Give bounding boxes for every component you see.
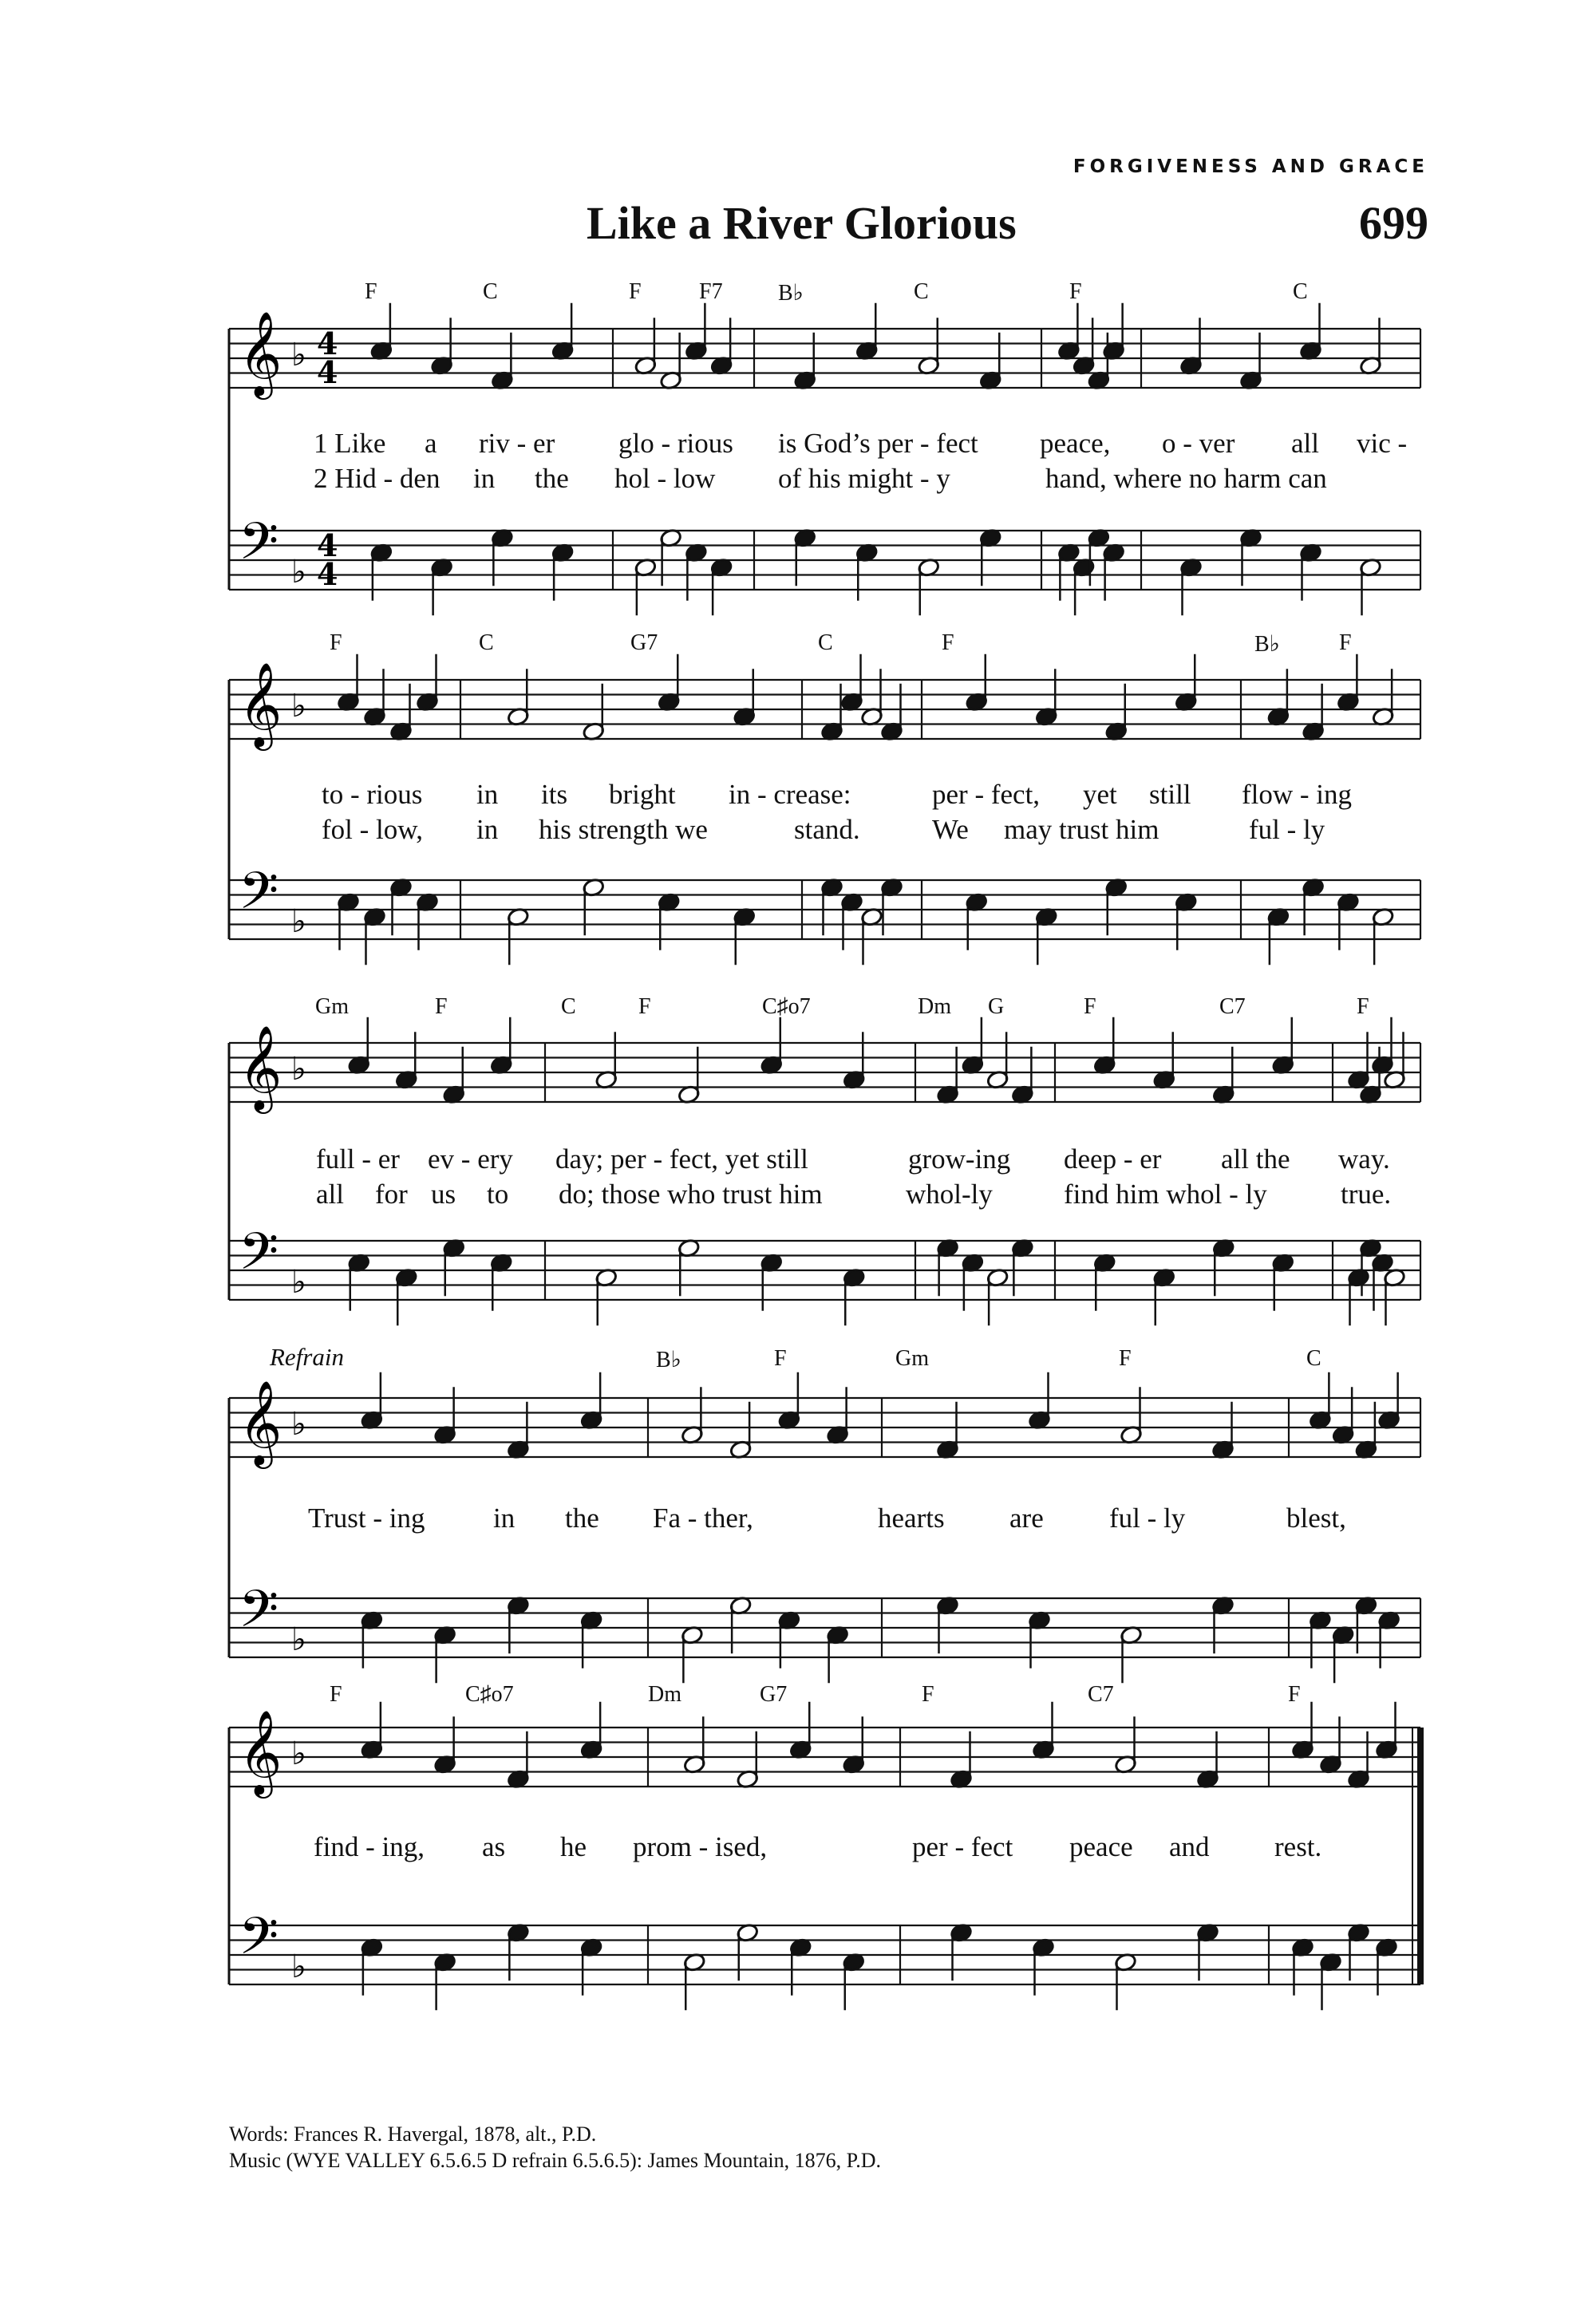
chord: F: [330, 1682, 342, 1707]
treble-clef: 𝄞: [239, 310, 282, 396]
flat-key-signature: ♭: [291, 1264, 306, 1301]
bass-clef: 𝄢: [239, 1222, 279, 1294]
chord: F: [330, 630, 342, 655]
lyric: Trust - ing: [308, 1503, 425, 1534]
lyric: all: [316, 1179, 344, 1210]
lyric: in - crease:: [729, 779, 851, 810]
chord: F: [629, 279, 642, 304]
lyric: ful - ly: [1109, 1503, 1186, 1534]
chord: G7: [630, 630, 658, 655]
lyric: rest.: [1274, 1831, 1322, 1862]
chord: C♯o7: [762, 994, 811, 1019]
chord: Gm: [895, 1346, 929, 1371]
lyric: peace,: [1040, 428, 1111, 459]
chord: F: [922, 1682, 934, 1707]
credits-words: Words: Frances R. Havergal, 1878, alt., P.D.: [229, 2122, 597, 2146]
chord: C7: [1219, 994, 1246, 1019]
chord: Dm: [918, 994, 951, 1019]
lyric: Fa - ther,: [653, 1503, 753, 1534]
lyric: the: [565, 1503, 599, 1534]
lyric: all: [1291, 428, 1319, 459]
chord: Gm: [315, 994, 349, 1019]
bass-clef: 𝄢: [239, 862, 279, 934]
chord: F: [435, 994, 448, 1019]
lyric: in: [476, 779, 499, 810]
chord: F: [1288, 1682, 1301, 1707]
chord: B♭: [778, 281, 804, 306]
lyric: whol-ly: [906, 1179, 993, 1210]
lyric: hand, where no harm can: [1045, 463, 1327, 494]
lyric: to: [487, 1179, 509, 1210]
lyric: flow - ing: [1242, 779, 1353, 810]
lyric: still: [1149, 779, 1191, 810]
lyric: and: [1169, 1831, 1210, 1862]
time-signature: 4: [317, 326, 338, 361]
lyric: a: [425, 428, 437, 459]
lyric: peace: [1069, 1831, 1133, 1862]
lyric: find - ing,: [314, 1831, 425, 1862]
flat-key-signature: ♭: [291, 337, 306, 373]
lyric: vic -: [1357, 428, 1408, 459]
lyric: in: [476, 814, 499, 845]
chord: C♯o7: [465, 1682, 514, 1707]
chord: C: [479, 630, 494, 655]
treble-clef: 𝄞: [239, 1380, 282, 1465]
chord: C: [914, 279, 929, 304]
flat-key-signature: ♭: [291, 688, 306, 725]
lyric: its: [541, 779, 568, 810]
flat-key-signature: ♭: [291, 903, 306, 940]
lyric: are: [1009, 1503, 1044, 1534]
refrain-label: Refrain: [270, 1343, 344, 1371]
lyric: grow-ing: [908, 1143, 1011, 1175]
lyric: hol - low: [614, 463, 716, 494]
lyric: find him whol - ly: [1064, 1179, 1267, 1210]
flat-key-signature: ♭: [291, 554, 306, 590]
flat-key-signature: ♭: [291, 1949, 306, 1985]
chord: C: [1306, 1346, 1321, 1371]
chord: G7: [760, 1682, 788, 1707]
bass-clef: 𝄢: [239, 512, 279, 584]
lyric: yet: [1083, 779, 1117, 810]
chord: F: [365, 279, 377, 304]
lyric: his strength we: [539, 814, 708, 845]
lyric: We: [932, 814, 969, 845]
time-signature: 4: [317, 527, 338, 563]
lyric: blest,: [1286, 1503, 1346, 1534]
chord: F: [638, 994, 651, 1019]
time-signature: 4: [317, 556, 338, 592]
lyric: to - rious: [322, 779, 423, 810]
lyric: is God’s per - fect: [778, 428, 978, 459]
lyric: deep - er: [1064, 1143, 1162, 1175]
flat-key-signature: ♭: [291, 1051, 306, 1088]
chord: F: [1357, 994, 1369, 1019]
treble-clef: 𝄞: [239, 1025, 282, 1110]
lyric: us: [431, 1179, 456, 1210]
treble-clef: 𝄞: [239, 1709, 282, 1795]
bass-clef: 𝄢: [239, 1907, 279, 1979]
chord: F: [1339, 630, 1352, 655]
lyric: he: [560, 1831, 587, 1862]
chord: C: [1293, 279, 1308, 304]
lyric: glo - rious: [618, 428, 733, 459]
lyric: as: [482, 1831, 506, 1862]
chord: G: [988, 994, 1005, 1019]
chord: Dm: [648, 1682, 681, 1707]
time-signature: 4: [317, 354, 338, 390]
credits-music: Music (WYE VALLEY 6.5.6.5 D refrain 6.5.6.5): James Mountain, 1876, P.D.: [229, 2149, 881, 2172]
lyric: 2 Hid - den: [314, 463, 440, 494]
lyric: of his might - y: [778, 463, 950, 494]
section-heading: FORGIVENESS AND GRACE: [1073, 156, 1428, 177]
lyric: way.: [1338, 1143, 1390, 1175]
hymn-title: Like a River Glorious: [587, 197, 1017, 249]
lyric: for: [375, 1179, 408, 1210]
bass-clef: 𝄢: [239, 1580, 279, 1652]
chord: B♭: [1254, 632, 1280, 657]
chord: F: [1069, 279, 1082, 304]
lyric: hearts: [878, 1503, 945, 1534]
lyric: fol - low,: [322, 814, 424, 845]
lyric: stand.: [794, 814, 860, 845]
chord: C7: [1088, 1682, 1114, 1707]
lyric: in: [473, 463, 496, 494]
lyric: bright: [609, 779, 676, 810]
chord: F: [1084, 994, 1096, 1019]
lyric: true.: [1341, 1179, 1392, 1210]
chord: F7: [699, 279, 723, 304]
chord: C: [818, 630, 833, 655]
lyric: o - ver: [1162, 428, 1235, 459]
chord: C: [483, 279, 498, 304]
lyric: may trust him: [1004, 814, 1159, 845]
chord: F: [774, 1346, 787, 1371]
lyric: 1 Like: [314, 428, 386, 459]
lyric: all the: [1221, 1143, 1290, 1175]
lyric: riv - er: [479, 428, 555, 459]
chord: F: [1119, 1346, 1132, 1371]
lyric: per - fect,: [932, 779, 1041, 810]
lyric: the: [535, 463, 569, 494]
lyric: ful - ly: [1249, 814, 1325, 845]
treble-clef: 𝄞: [239, 661, 282, 747]
flat-key-signature: ♭: [291, 1736, 306, 1772]
lyric: day; per - fect, yet still: [555, 1143, 808, 1175]
flat-key-signature: ♭: [291, 1621, 306, 1658]
chord: C: [561, 994, 576, 1019]
credits: [229, 2121, 881, 2174]
chord: B♭: [656, 1348, 681, 1372]
lyric: prom - ised,: [633, 1831, 768, 1862]
flat-key-signature: ♭: [291, 1406, 306, 1443]
lyric: ev - ery: [428, 1143, 513, 1175]
hymn-number: 699: [1359, 197, 1428, 249]
chord: F: [942, 630, 954, 655]
lyric: do; those who trust him: [559, 1179, 823, 1210]
lyric: per - fect: [912, 1831, 1013, 1862]
lyric: full - er: [316, 1143, 400, 1175]
lyric: in: [493, 1503, 516, 1534]
